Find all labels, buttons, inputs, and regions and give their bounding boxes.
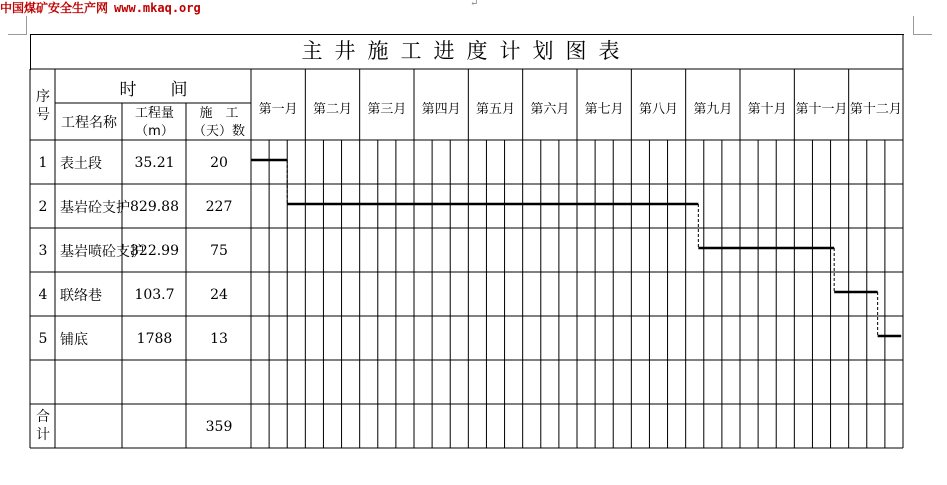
month-header: 第一月 — [258, 102, 298, 117]
row-seq: 4 — [38, 286, 48, 303]
month-header: 第十一月 — [795, 102, 848, 117]
total-label — [31, 408, 55, 444]
row-quantity: 1788 — [136, 330, 173, 347]
row-quantity: 35.21 — [134, 154, 175, 171]
month-header: 第二月 — [312, 102, 352, 117]
row-project-name: 铺底 — [60, 331, 88, 348]
header-project-name: 工程名称 — [61, 115, 117, 131]
watermark-url: www.mkaq.org — [114, 1, 201, 15]
row-quantity: 322.99 — [130, 242, 179, 259]
page-title: 主井施工进度计划图表 — [301, 39, 632, 63]
row-duration: 227 — [205, 198, 233, 215]
header-quantity-line1: 工程量 — [134, 106, 174, 121]
row-seq: 1 — [38, 154, 48, 171]
total-days: 359 — [205, 418, 233, 435]
header-duration-line2: （天）数 — [192, 124, 245, 139]
row-project-name: 表土段 — [60, 155, 102, 172]
row-quantity: 829.88 — [130, 198, 179, 215]
month-header: 第十二月 — [849, 102, 902, 117]
header-quantity-line2: （m） — [135, 124, 174, 139]
header-time: 时 间 — [119, 79, 188, 100]
header-quantity — [123, 105, 186, 141]
row-duration: 24 — [210, 286, 228, 303]
row-seq: 2 — [38, 198, 48, 215]
row-seq — [31, 361, 55, 404]
row-duration: 20 — [210, 154, 228, 171]
row-seq: 5 — [38, 330, 48, 347]
row-project-name: 联络巷 — [60, 287, 102, 304]
paragraph-mark-icon: ↵ — [470, 0, 479, 9]
header-seq-char: 序 — [36, 89, 50, 105]
row-duration: 75 — [210, 242, 228, 259]
row-seq: 3 — [38, 242, 48, 259]
row-duration: 13 — [210, 330, 228, 347]
watermark-site-name: 中国煤矿安全生产网 — [0, 1, 109, 15]
row-project-name: 基岩砼支护 — [60, 199, 130, 216]
row-project-name: 基岩喷砼支护 — [60, 243, 144, 260]
month-header: 第七月 — [584, 102, 624, 117]
header-seq — [31, 88, 55, 124]
row-project-name — [56, 361, 122, 404]
month-header: 第八月 — [638, 102, 678, 117]
total-label-char: 计 — [36, 427, 50, 443]
month-header: 第六月 — [530, 102, 570, 117]
month-header: 第九月 — [693, 102, 733, 117]
row-quantity — [123, 361, 186, 404]
header-duration — [187, 105, 251, 141]
month-header: 第五月 — [475, 102, 515, 117]
month-header: 第三月 — [367, 102, 407, 117]
month-header: 第四月 — [421, 102, 461, 117]
total-label-char: 合 — [36, 409, 50, 425]
header-seq-char: 号 — [36, 107, 50, 123]
header-duration-line1: 施 工 — [199, 106, 239, 121]
month-header: 第十月 — [747, 102, 787, 117]
row-duration — [187, 361, 251, 404]
row-quantity: 103.7 — [134, 286, 175, 303]
